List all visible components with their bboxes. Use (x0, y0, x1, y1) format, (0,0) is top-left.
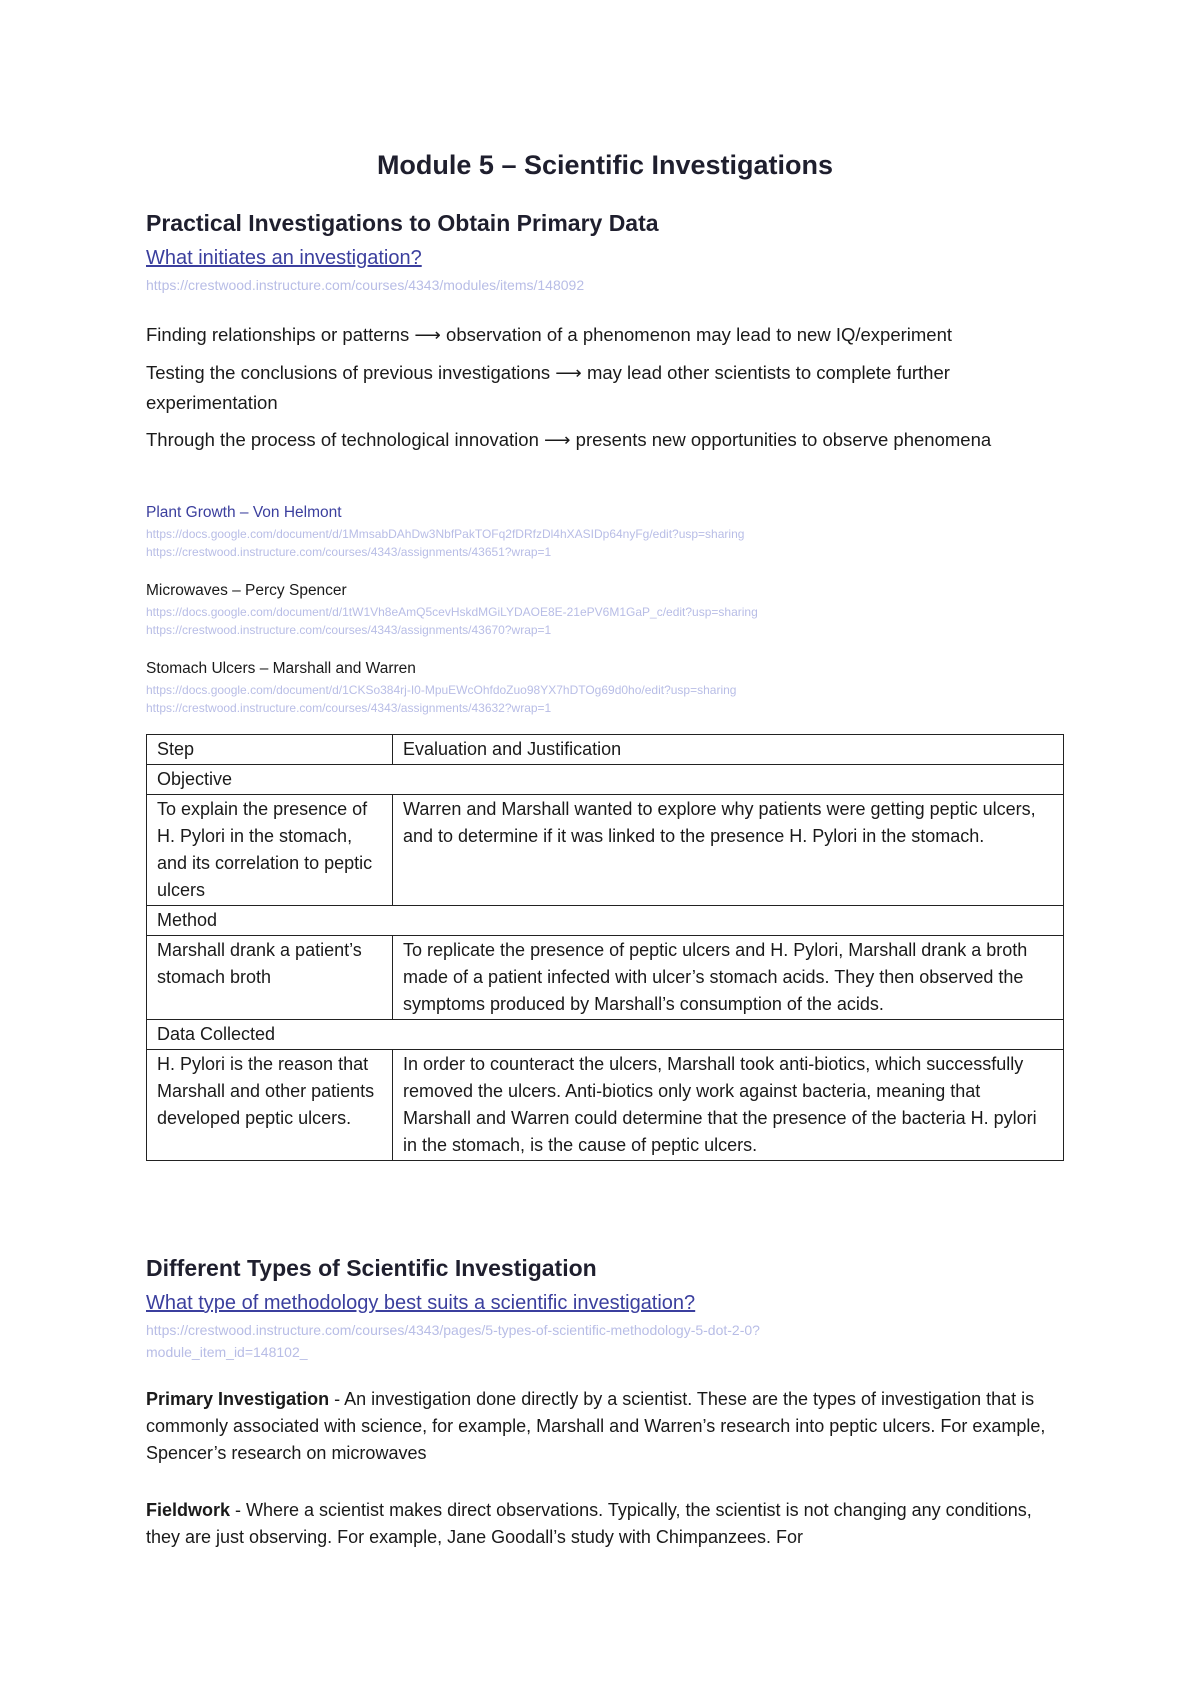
investigation-question-link[interactable]: What initiates an investigation? (146, 247, 422, 269)
section-heading-investigation-types: Different Types of Scientific Investigation (146, 1255, 597, 1281)
step-cell: To explain the presence of H. Pylori in the stomach, and its correlation to peptic ulcers (147, 795, 393, 906)
table-row (147, 1050, 1064, 1161)
evaluation-cell: Warren and Marshall wanted to explore why patients were getting peptic ulcers, and to determine if it was linked to the presence H. Pylori in the stomach. (393, 795, 1064, 906)
evaluation-cell: To replicate the presence of peptic ulcers and H. Pylori, Marshall drank a broth made of a patient infected with ulcer’s stomach acids. They then observed the symptoms produced by Marshall’s consumption of the acids. (393, 936, 1064, 1020)
reference-assignment-url[interactable]: https://crestwood.instructure.com/courses/4343/assignments/43632?wrap=1 (146, 701, 552, 715)
table-header-evaluation: Evaluation and Justification (393, 735, 1064, 765)
evaluation-table (146, 734, 1064, 1161)
reference-doc-url[interactable]: https://docs.google.com/document/d/1tW1Vh8eAmQ5cevHskdMGiLYDAOE8E-21ePV6M1GaP_c/edit?usp=sharing (146, 605, 758, 619)
reference-title-plant-growth[interactable]: Plant Growth – Von Helmont (146, 504, 342, 521)
definition-text: - Where a scientist makes direct observations. Typically, the scientist is not changing any conditions, they are just observing. For example, Jane Goodall’s study with Chimpanzees. For (146, 1500, 1032, 1547)
reference-doc-url[interactable]: https://docs.google.com/document/d/1CKSo384rj-I0-MpuEWcOhfdoZuo98YX7hDTOg69d0ho/edit?usp=sharing (146, 683, 737, 697)
paragraph-technological-innovation: Through the process of technological innovation ⟶ presents new opportunities to observe phenomena (146, 429, 992, 450)
table-header-row (147, 735, 1064, 765)
table-header-step: Step (147, 735, 393, 765)
definition-fieldwork (146, 1497, 1064, 1551)
reference-title-microwaves: Microwaves – Percy Spencer (146, 582, 347, 599)
reference-assignment-url[interactable]: https://crestwood.instructure.com/courses/4343/assignments/43651?wrap=1 (146, 545, 552, 559)
paragraph-relationships: Finding relationships or patterns ⟶ observation of a phenomenon may lead to new IQ/experiment (146, 324, 953, 345)
module-item-url[interactable]: https://crestwood.instructure.com/courses/4343/modules/items/148092 (146, 277, 585, 293)
methodology-page-url-continued[interactable]: module_item_id=148102_ (146, 1344, 308, 1360)
step-cell: H. Pylori is the reason that Marshall and other patients developed peptic ulcers. (147, 1050, 393, 1161)
definition-primary-investigation (146, 1386, 1064, 1467)
section-label-objective: Objective (147, 765, 1064, 795)
evaluation-cell: In order to counteract the ulcers, Marshall took anti-biotics, which successfully removed the ulcers. Anti-biotics only work against bacteria, meaning that Marshall and Warren could determine that the presence of the bacteria H. pylori in the stomach, is the cause of peptic ulcers. (393, 1050, 1064, 1161)
table-section-row (147, 906, 1064, 936)
reference-doc-url[interactable]: https://docs.google.com/document/d/1MmsabDAhDw3NbfPakTOFq2fDRfzDl4hXASIDp64nyFg/edit?usp=sharing (146, 527, 745, 541)
reference-assignment-url[interactable]: https://crestwood.instructure.com/courses/4343/assignments/43670?wrap=1 (146, 623, 552, 637)
definition-text: - An investigation done directly by a scientist. These are the types of investigation that is commonly associated with science, for example, Marshall and Warren’s research into peptic ulcers. For example, Spencer’s research on microwaves (146, 1389, 1046, 1463)
methodology-question-link[interactable]: What type of methodology best suits a scientific investigation? (146, 1292, 696, 1314)
table-row (147, 936, 1064, 1020)
methodology-page-url[interactable]: https://crestwood.instructure.com/courses/4343/pages/5-types-of-scientific-methodology-5-dot-2-0? (146, 1322, 760, 1338)
paragraph-testing-conclusions: Testing the conclusions of previous investigations ⟶ may lead other scientists to complete further experimentation (146, 362, 950, 413)
table-row (147, 795, 1064, 906)
definition-term: Fieldwork (146, 1500, 231, 1520)
table-section-row (147, 1020, 1064, 1050)
section-label-method: Method (147, 906, 1064, 936)
reference-title-stomach-ulcers: Stomach Ulcers – Marshall and Warren (146, 660, 416, 677)
table-section-row (147, 765, 1064, 795)
step-cell: Marshall drank a patient’s stomach broth (147, 936, 393, 1020)
section-label-data-collected: Data Collected (147, 1020, 1064, 1050)
section-heading-primary-data: Practical Investigations to Obtain Primary Data (146, 210, 659, 236)
definition-term: Primary Investigation (146, 1389, 330, 1409)
page-title: Module 5 – Scientific Investigations (376, 150, 834, 180)
